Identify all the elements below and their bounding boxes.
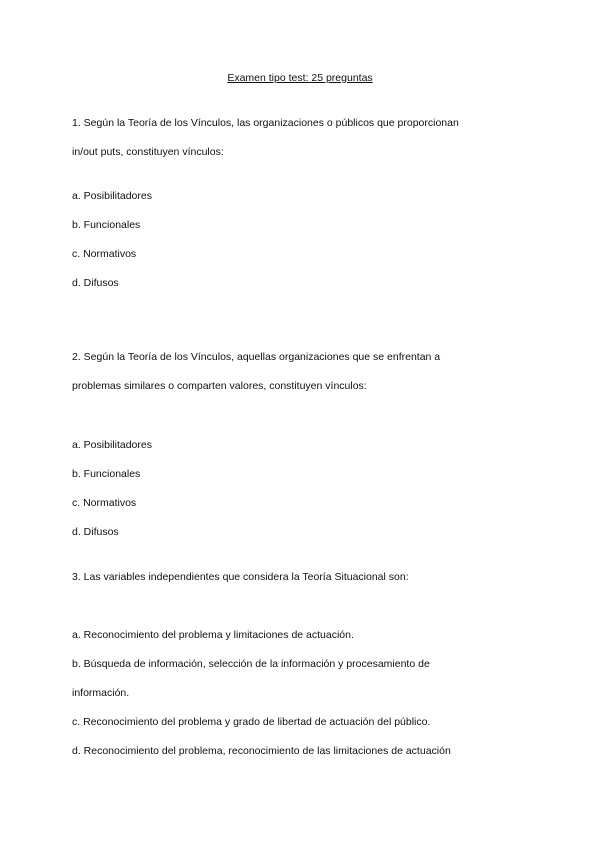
question-stem-line: 2. Según la Teoría de los Vínculos, aquellas organizaciones que se enfrentan a <box>72 351 441 363</box>
question-stem-line: in/out puts, constituyen vínculos: <box>72 146 224 158</box>
question-stem-line: 1. Según la Teoría de los Vínculos, las organizaciones o públicos que proporcionan <box>72 117 459 129</box>
question-stem-line: problemas similares o comparten valores, constituyen vínculos: <box>72 380 367 392</box>
question-stem-line: 3. Las variables independientes que considera la Teoría Situacional son: <box>72 571 409 583</box>
answer-option: c. Reconocimiento del problema y grado de libertad de actuación del público. <box>72 716 431 728</box>
answer-option: b. Funcionales <box>72 468 141 480</box>
answer-option-continuation: información. <box>72 687 130 699</box>
answer-option: a. Posibilitadores <box>72 190 152 202</box>
answer-option: c. Normativos <box>72 497 137 509</box>
page-title: Examen tipo test: 25 preguntas <box>227 72 373 84</box>
answer-option: a. Reconocimiento del problema y limitaciones de actuación. <box>72 629 354 641</box>
answer-option: c. Normativos <box>72 248 137 260</box>
answer-option: a. Posibilitadores <box>72 439 152 451</box>
answer-option: d. Difusos <box>72 277 119 289</box>
answer-option: b. Funcionales <box>72 219 141 231</box>
answer-option: d. Reconocimiento del problema, reconocimiento de las limitaciones de actuación <box>72 745 451 757</box>
answer-option: d. Difusos <box>72 526 119 538</box>
answer-option: b. Búsqueda de información, selección de la información y procesamiento de <box>72 658 430 670</box>
